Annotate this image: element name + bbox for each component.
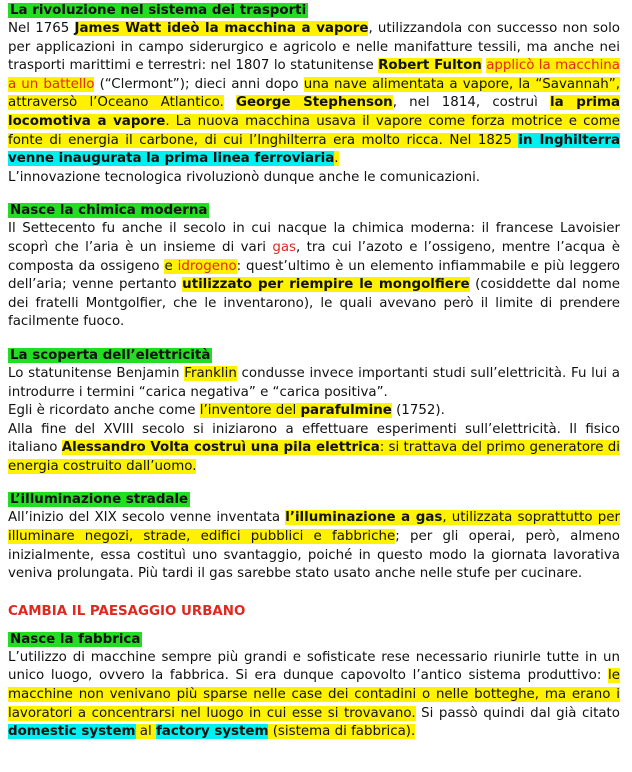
heading-highlight: Nasce la fabbrica (10, 631, 141, 647)
text-run: (“Clermont”); dieci anni dopo (94, 76, 304, 92)
highlight-domestic-system: domestic system (8, 724, 136, 740)
text-run: condusse invece importanti studi sull’elettricità. Fu lui a introdurre i termini “carica negativa” e “carica positiva”. (8, 365, 620, 400)
text-run: (1752). (391, 403, 445, 419)
paragraph-parafulmine (8, 402, 620, 421)
paragraph-franklin (8, 365, 620, 402)
highlight-idrogeno: idrogeno (177, 258, 237, 274)
highlight-inventore: l’inventore del (199, 403, 301, 419)
text-run: : quest’ultimo è un elemento infiammabile e più leggero dell’aria; venne pertanto (8, 258, 621, 293)
text-run: Nel 1765 (8, 21, 75, 36)
highlight-factory-system: factory system (155, 724, 269, 740)
text-run: ; per gli operai, però, almeno inizialmente, essa costituì uno svantaggio, poiché in questo modo la giornata lavorativa veniva prolungata. Più tardi il gas sarebbe stato usato anche nelle stufe per cucinare. (8, 529, 620, 582)
text-run: Alla fine del XVIII secolo si iniziarono a effettuare esperimenti sull’elettricità. Il fisico italiano (8, 421, 620, 456)
highlight-e: e (164, 258, 178, 274)
highlight-fulton: Robert Fulton (378, 58, 482, 74)
text-run (224, 95, 236, 110)
highlight-stephenson: George Stephenson (235, 95, 393, 111)
text-run: Lo statunitense Benjamin (8, 365, 185, 381)
paragraph-fabbrica (8, 649, 620, 742)
highlight-al: al (135, 724, 156, 740)
section-heading-trasporti (8, 2, 620, 20)
paragraph-illuminazione (8, 509, 620, 583)
text-run: . (334, 151, 339, 167)
heading-highlight: L’illuminazione stradale (10, 492, 189, 508)
highlight-parafulmine: parafulmine (300, 403, 392, 419)
highlight-locomotiva: la prima locomotiva a vapore (8, 95, 621, 129)
highlight-generatore: : si trattava del primo generatore di energia costruito dall’uomo. (8, 440, 620, 474)
text-run: , tra cui l’azoto e l’ossigeno, mentre l’acqua è composta da ossigeno (8, 239, 620, 274)
highlight-gas: l’illuminazione a gas (285, 510, 443, 526)
highlight-carbone: . La nuova macchina usava il vapore come forza motrice e come fonte di energia il carbone, di cui l’Inghilterra era molto ricca. Nel 1825 (8, 113, 620, 148)
highlight-mongolfiere: utilizzato per riempire le mongolfiere (182, 277, 470, 293)
heading-highlight: La rivoluzione nel sistema dei trasporti (10, 3, 307, 18)
highlight-sistema-fabbrica: (sistema di fabbrica). (268, 724, 416, 740)
highlight-watt: James Watt ideò la macchina a vapore (74, 21, 369, 36)
text-run: L’utilizzo di macchine sempre più grandi e sofisticate rese necessario riunirle tutte in un unico luogo, ovvero la fabbrica. Si era dunque capovolto l’antico sistema produttivo: (8, 649, 620, 684)
highlight-macchine: le macchine non venivano più sparse nelle case dei contadini o nelle botteghe, ma erano i lavoratori a concentrarsi nel luogo in cui esse si trovavano. (8, 668, 620, 721)
section-heading-chimica (8, 202, 620, 220)
highlight-volta: Alessandro Volta costruì una pila elettrica (61, 440, 380, 456)
paragraph-comunicazioni: L’innovazione tecnologica rivoluzionò dunque anche le comunicazioni. (8, 169, 481, 185)
text-run: (cosiddette dal nome dei fratelli Montgolfier, che le inventarono), le quali avevano però il limite di prendere facilmente fuoco. (8, 277, 620, 330)
heading-highlight: La scoperta dell’elettricità (10, 347, 211, 363)
section-heading-illuminazione (8, 491, 620, 509)
highlight-battello: applicò la macchina a un battello (8, 58, 620, 92)
text-run: Il Settecento fu anche il secolo in cui nacque la chimica moderna: il francese Lavoisier scoprì che l’aria è un insieme di vari (8, 221, 620, 255)
text-run: Si passò quindi dal già citato (415, 705, 620, 721)
text-run: , utilizzandola con successo non solo per applicazioni in campo siderurgico e agricolo e nelle manifatture tessili, ma anche nei trasporti marittimi e terrestri: nel 1807 lo statunitense (8, 21, 620, 74)
text-run: Egli è ricordato anche come (8, 403, 200, 419)
paragraph-chimica (8, 220, 620, 332)
heading-highlight: Nasce la chimica moderna (10, 203, 208, 219)
section-heading-fabbrica (8, 631, 620, 649)
section-heading-paesaggio: CAMBIA IL PAESAGGIO URBANO (8, 603, 246, 619)
paragraph-volta (8, 421, 620, 477)
red-gas: gas (272, 239, 297, 255)
section-heading-elettricita (8, 347, 620, 365)
paragraph-trasporti (8, 20, 620, 169)
highlight-negozi: , utilizzata soprattutto per illuminare negozi, strade, edifici pubblici e fabbriche (8, 510, 621, 545)
highlight-franklin: Franklin (184, 365, 237, 381)
highlight-ferroviaria: in Inghilterra venne inaugurata la prima linea ferroviaria (8, 132, 620, 167)
highlight-savannah: una nave alimentata a vapore, la “Savannah”, attraversò l’Oceano Atlantico. (8, 76, 620, 111)
text-run: , nel 1814, costruì (392, 95, 551, 111)
text-run: All’inizio del XIX secolo venne inventata (8, 510, 286, 526)
